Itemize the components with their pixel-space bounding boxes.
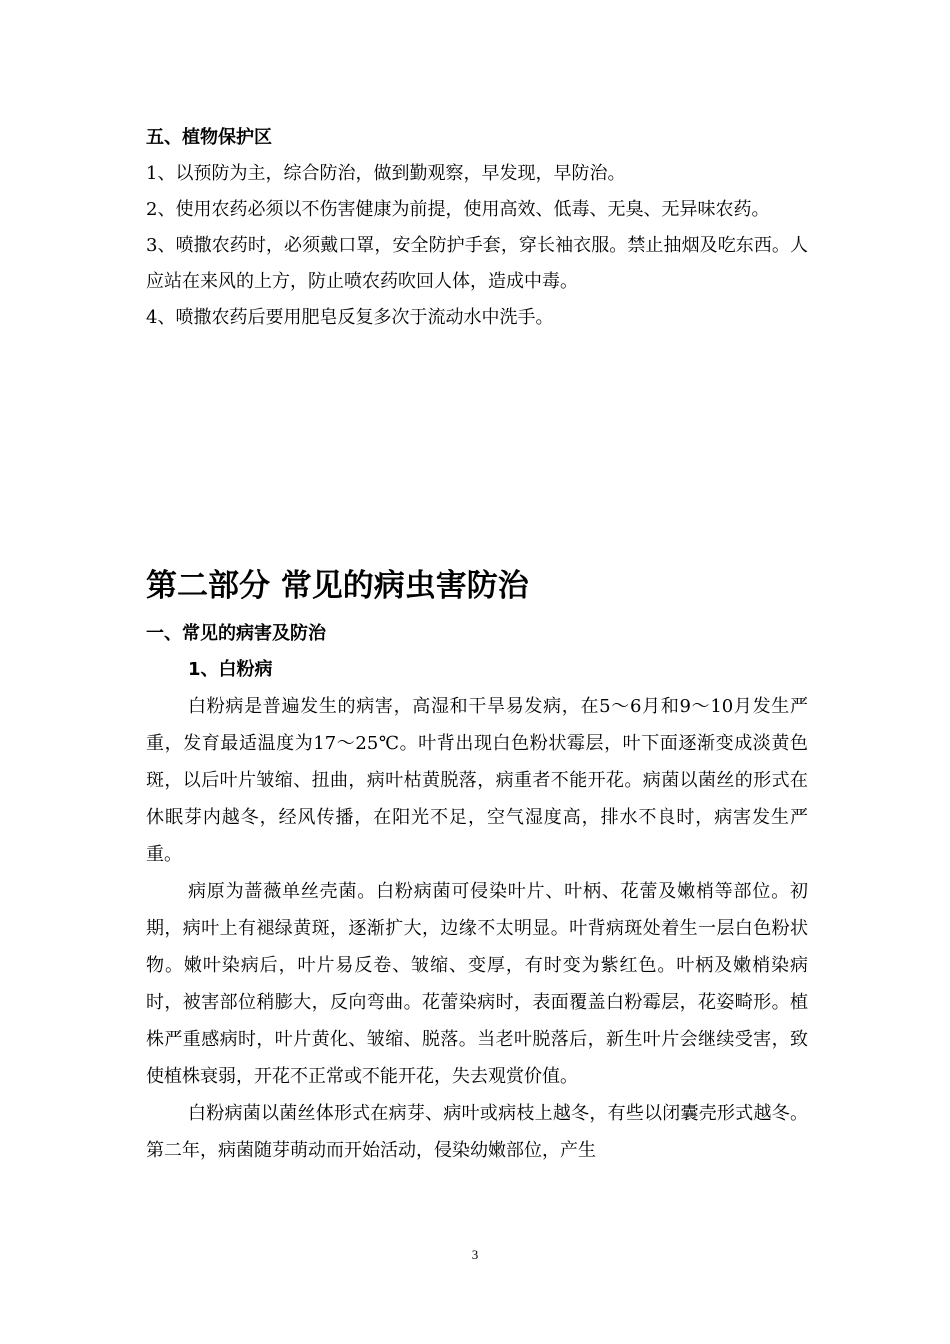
list-item: 1、以预防为主，综合防治，做到勤观察，早发现，早防治。 [146, 163, 626, 184]
list-item: 2、使用农药必须以不伤害健康为前提，使用高效、低毒、无臭、无异味农药。 [146, 199, 770, 220]
section-plant-protection [146, 120, 808, 336]
section-heading: 五、植物保护区 [146, 127, 272, 148]
list-item: 4、喷撒农药后要用肥皂反复多次于流动水中洗手。 [146, 307, 554, 328]
part-title: 第二部分 常见的病虫害防治 [146, 568, 529, 604]
section-part-two [146, 562, 808, 1169]
section-heading: 一、常见的病害及防治 [146, 623, 326, 644]
list-item: 3、喷撒农药时，必须戴口罩，安全防护手套，穿长袖衣服。禁止抽烟及吃东西。人应站在来风的上方，防止喷农药吹回人体，造成中毒。 [146, 235, 808, 292]
paragraph: 白粉病菌以菌丝体形式在病芽、病叶或病枝上越冬，有些以闭囊壳形式越冬。第二年，病菌随芽萌动而开始活动，侵染幼嫩部位，产生 [146, 1103, 808, 1161]
subsection-heading: 1、白粉病 [188, 659, 273, 680]
paragraph: 病原为蔷薇单丝壳菌。白粉病菌可侵染叶片、叶柄、花蕾及嫩梢等部位。初期，病叶上有褪绿黄斑，逐渐扩大，边缘不太明显。叶背病斑处着生一层白色粉状物。嫩叶染病后，叶片易反卷、皱缩、变厚，有时变为紫红色。叶柄及嫩梢染病时，被害部位稍膨大，反向弯曲。花蕾染病时，表面覆盖白粉霉层，花姿畸形。植株严重感病时，叶片黄化、皱缩、脱落。当老叶脱落后，新生叶片会继续受害，致使植株衰弱，开花不正常或不能开花，失去观赏价值。 [146, 881, 808, 1087]
paragraph: 白粉病是普遍发生的病害，高湿和干旱易发病，在5～6月和9～10月发生严重，发育最适温度为17～25℃。叶背出现白色粉状霉层，叶下面逐渐变成淡黄色斑，以后叶片皱缩、扭曲，病叶枯黄脱落，病重者不能开花。病菌以菌丝的形式在休眠芽内越冬，经风传播，在阳光不足，空气湿度高，排水不良时，病害发生严重。 [146, 696, 808, 865]
page-number: 3 [471, 1247, 479, 1262]
